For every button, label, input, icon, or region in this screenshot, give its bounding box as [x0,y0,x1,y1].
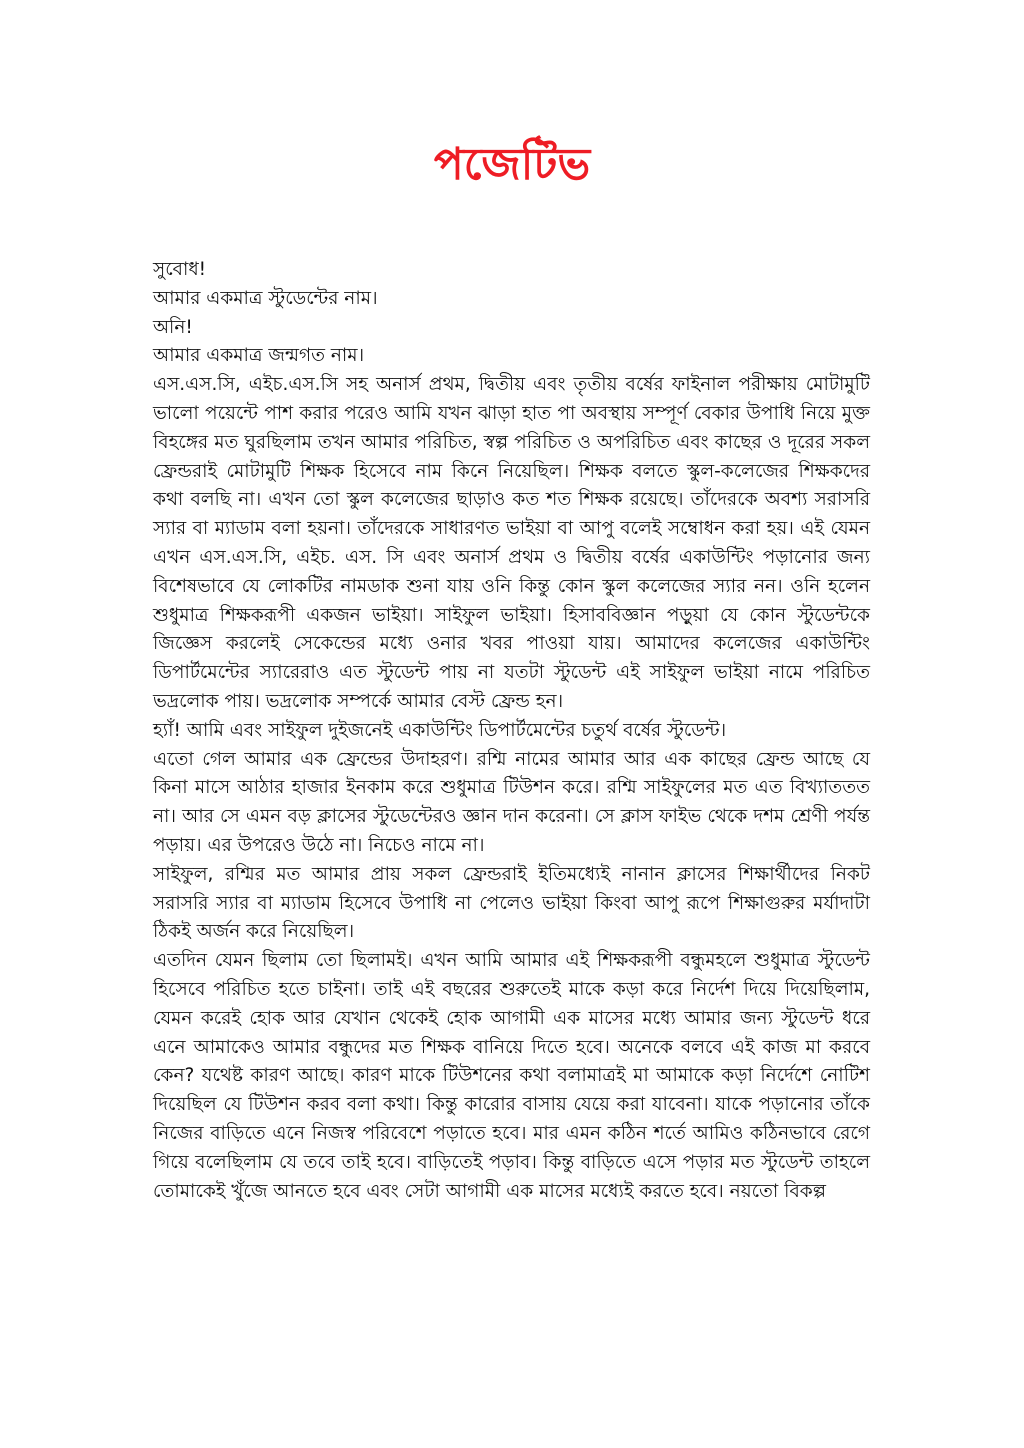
paragraph: সুবোধ! [153,259,207,280]
document-body [153,256,870,1206]
paragraph: এস.এস.সি, এইচ.এস.সি সহ অনার্স প্রথম, দ্বিতীয় এবং তৃতীয় বর্ষের ফাইনাল পরীক্ষায় মোটামুটি ভালো পয়েন্টে পাশ করার পরেও আমি যখন ঝাড়া হাত পা অবস্থায় সম্পূর্ণ বেকার উপাধি নিয়ে মুক্ত বিহঙ্গের মত ঘুরছিলাম তখন আমার পরিচিত, স্বল্প পরিচিত ও অপরিচিত এবং কাছের ও দূরের সকল ফ্রেন্ডরাই মোটামুটি শিক্ষক হিসেবে নাম কিনে নিয়েছিল। শিক্ষক বলতে স্কুল-কলেজের শিক্ষকদের কথা বলছি না। এখন তো স্কুল কলেজের ছাড়াও কত শত শিক্ষক রয়েছে। তাঁদেরকে অবশ্য সরাসরি স্যার বা ম্যাডাম বলা হয়না। তাঁদেরকে সাধারণত ভাইয়া বা আপু বলেই সম্বোধন করা হয়। এই যেমন এখন এস.এস.সি, এইচ. এস. সি এবং অনার্স প্রথম ও দ্বিতীয় বর্ষের একাউন্টিং পড়ানোর জন্য বিশেষভাবে যে লোকটির নামডাক শুনা যায় ওনি কিন্তু কোন স্কুল কলেজের স্যার নন। ওনি হলেন শুধুমাত্র শিক্ষকরূপী একজন ভাইয়া। সাইফুল ভাইয়া। হিসাববিজ্ঞান পড়ুয়া যে কোন স্টুডেন্টকে জিজ্ঞেস করলেই সেকেন্ডের মধ্যে ওনার খবর পাওয়া যায়। আমাদের কলেজের একাউন্টিং ডিপার্টমেন্টের স্যারেরাও এত স্টুডেন্ট পায় না যতটা স্টুডেন্ট এই সাইফুল ভাইয়া নামে পরিচিত ভদ্রলোক পায়। ভদ্রলোক সম্পর্কে আমার বেস্ট ফ্রেন্ড হন। [153,374,870,712]
paragraph: আমার একমাত্র জন্মগত নাম। [153,345,365,367]
document-title: পজেটিভ [433,139,591,190]
paragraph: অনি! [153,316,193,338]
paragraph: এতদিন যেমন ছিলাম তো ছিলামই। এখন আমি আমার এই শিক্ষকরূপী বন্ধুমহলে শুধুমাত্র স্টুডেন্ট হিসেবে পরিচিত হতে চাইনা। তাই এই বছরের শুরুতেই মাকে কড়া করে নির্দেশ দিয়ে দিয়েছিলাম, যেমন করেই হোক আর যেখান থেকেই হোক আগামী এক মাসের মধ্যে আমার জন্য স্টুডেন্ট ধরে এনে আমাকেও আমার বন্ধুদের মত শিক্ষক বানিয়ে দিতে হবে। অনেকে বলবে এই কাজ মা করবে কেন? যথেষ্ট কারণ আছে। কারণ মাকে টিউশনের কথা বলামাত্রই মা আমাকে কড়া নির্দেশে নোটিশ দিয়েছিল যে টিউশন করব বলা কথা। কিন্তু কারোর বাসায় যেয়ে করা যাবেনা। যাকে পড়ানোর তাঁকে নিজের বাড়িতে এনে নিজস্ব পরিবেশে পড়াতে হবে। মার এমন কঠিন শর্তে আমিও কঠিনভাবে রেগে গিয়ে বলেছিলাম যে তবে তাই হবে। বাড়িতেই পড়াব। কিন্তু বাড়িতে এসে পড়ার মত স্টুডেন্ট তাহলে তোমাকেই খুঁজে আনতে হবে এবং সেটা আগামী এক মাসের মধ্যেই করতে হবে। নয়তো বিকল্প [153,950,870,1202]
paragraph: হ্যাঁ! আমি এবং সাইফুল দুইজনেই একাউন্টিং ডিপার্টমেন্টের চতুর্থ বর্ষের স্টুডেন্ট। [153,719,727,741]
paragraph: আমার একমাত্র স্টুডেন্টের নাম। [153,287,378,309]
paragraph: সাইফুল, রশ্মির মত আমার প্রায় সকল ফ্রেন্ডরাই ইতিমধ্যেই নানান ক্লাসের শিক্ষার্থীদের নিকট সরাসরি স্যার বা ম্যাডাম হিসেবে উপাধি না পেলেও ভাইয়া কিংবা আপু রূপে শিক্ষাগুরুর মর্যাদাটা ঠিকই অর্জন করে নিয়েছিল। [153,863,870,943]
paragraph: এতো গেল আমার এক ফ্রেন্ডের উদাহরণ। রশ্মি নামের আমার আর এক কাছের ফ্রেন্ড আছে যে কিনা মাসে আঠার হাজার ইনকাম করে শুধুমাত্র টিউশন করে। রশ্মি সাইফুলের মত এত বিখ্যাততত না। আর সে এমন বড় ক্লাসের স্টুডেন্টেরও জ্ঞান দান করেনা। সে ক্লাস ফাইভ থেকে দশম শ্রেণী পর্যন্ত পড়ায়। এর উপরেও উঠে না। নিচেও নামে না। [153,748,870,856]
